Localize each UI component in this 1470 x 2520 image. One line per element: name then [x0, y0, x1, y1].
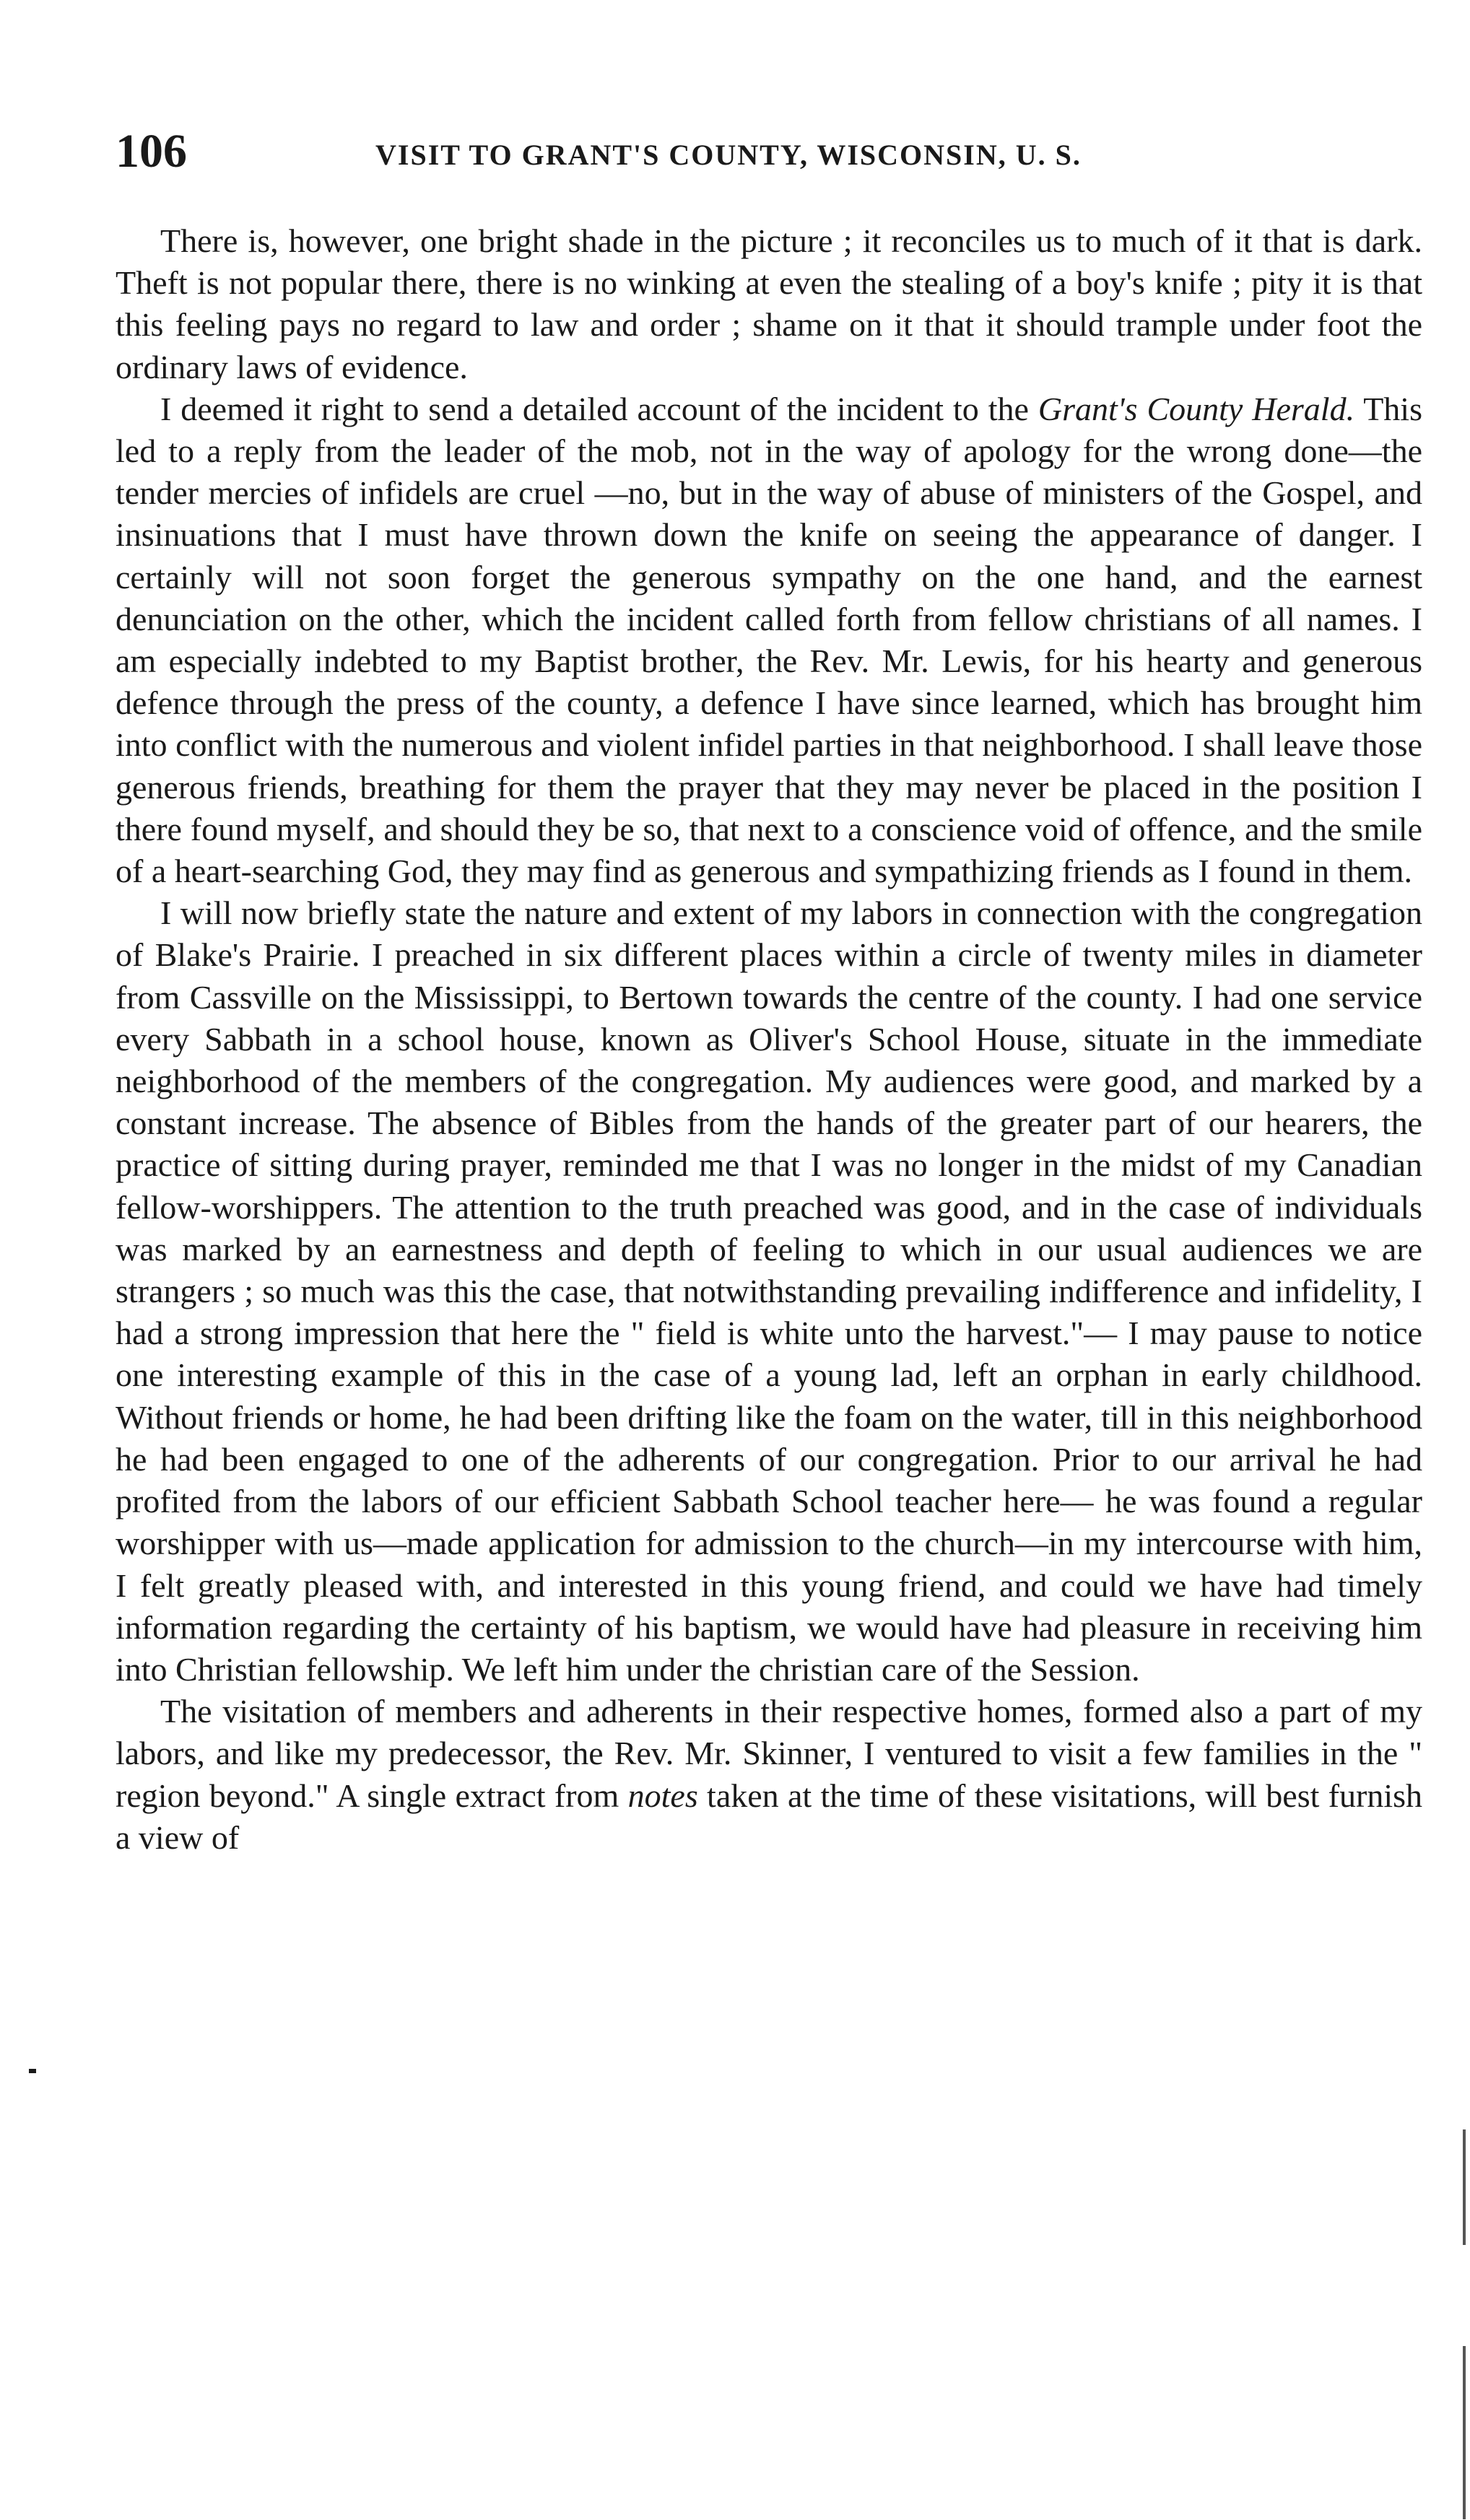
paragraph-text: There is, however, one bright shade in the picture ; it reconciles us to much of it that is dark. Theft is not popular there, there is no winking at even the stealing of a boy's knife ; pity it is that this feeling pays no regard to law and order ; shame on it that it should trample under foot the ordinary laws of evidence.	[116, 222, 1422, 385]
body-text	[116, 220, 1422, 1859]
paragraph-text: This led to a reply from the leader of the mob, not in the way of apology for the wrong done—the tender mercies of infidels are cruel —no, but in the way of abuse of ministers of the Gospel, and insinuations that I must have thrown down the knife on seeing the appearance of danger. I certainly will not soon forget the generous sympathy on the one hand, and the earnest denunciation on the other, which the incident called forth from fellow christians of all names. I am especially indebted to my Baptist brother, the Rev. Mr. Lewis, for his hearty and generous defence through the press of the county, a defence I have since learned, which has brought him into conflict with the numerous and violent infidel parties in that neighborhood. I shall leave those generous friends, breathing for them the prayer that they may never be placed in the position I there found myself, and should they be so, that next to a conscience void of offence, and the smile of a heart-searching God, they may find as generous and sympathizing friends as I found in them.	[116, 390, 1422, 890]
paragraph-text: taken at the time of these visitations, will best furnish a view of	[116, 1776, 1422, 1856]
emphasis-word: notes	[627, 1776, 698, 1814]
paragraph-text: I will now briefly state the nature and extent of my labors in connection with the congregation of Blake's Prairie. I preached in six different places within a circle of twenty miles in diameter from Cassville on the Mississippi, to Bertown towards the centre of the county. I had one service every Sabbath in a school house, known as Oliver's School House, situate in the immediate neighborhood of the members of the congregation. My audiences were good, and marked by a constant increase. The absence of Bibles from the hands of the greater part of our hearers, the practice of sitting during prayer, reminded me that I was no longer in the midst of my Canadian fellow-worshippers. The attention to the truth preached was good, and in the case of individuals was marked by an earnestness and depth of feeling to which in our usual audiences we are strangers ; so much was this the case, that notwithstanding prevailing indifference and infidelity, I had a strong impression that here the " field is white unto the harvest."— I may pause to notice one interesting example of this in the case of a young lad, left an orphan in early childhood. Without friends or home, he had been drifting like the foam on the water, till in this neighborhood he had been engaged to one of the adherents of our congregation. Prior to our arrival he had profited from the labors of our efficient Sabbath School teacher here— he was found a regular worshipper with us—made application for admission to the church—in my intercourse with him, I felt greatly pleased with, and interested in this young friend, and could we have had timely information regarding the certainty of his baptism, we would have had pleasure in receiving him into Christian fellowship. We left him under the christian care of the Session.	[116, 894, 1422, 1688]
paragraph-4	[116, 1691, 1422, 1859]
running-title: VISIT TO GRANT'S COUNTY, WISCONSIN, U. S.	[375, 139, 1082, 171]
scan-edge-mark	[1463, 2346, 1466, 2519]
newspaper-title: Grant's County Herald.	[1038, 390, 1355, 427]
paragraph-2	[116, 388, 1422, 892]
page-number: 106	[116, 125, 187, 178]
running-head	[116, 123, 1430, 180]
paragraph-text: I deemed it right to send a detailed account of the incident to the	[160, 390, 1038, 427]
paragraph-1	[116, 220, 1422, 388]
scan-edge-mark	[1463, 2129, 1466, 2245]
paragraph-text: The visitation of members and adherents in their respective homes, formed also a part of my labors, and like my predecessor, the Rev. Mr. Skinner, I ventured to visit a few families in the " region beyond." A single extract from	[116, 1693, 1422, 1814]
paragraph-3	[116, 892, 1422, 1691]
margin-mark	[29, 2069, 36, 2073]
